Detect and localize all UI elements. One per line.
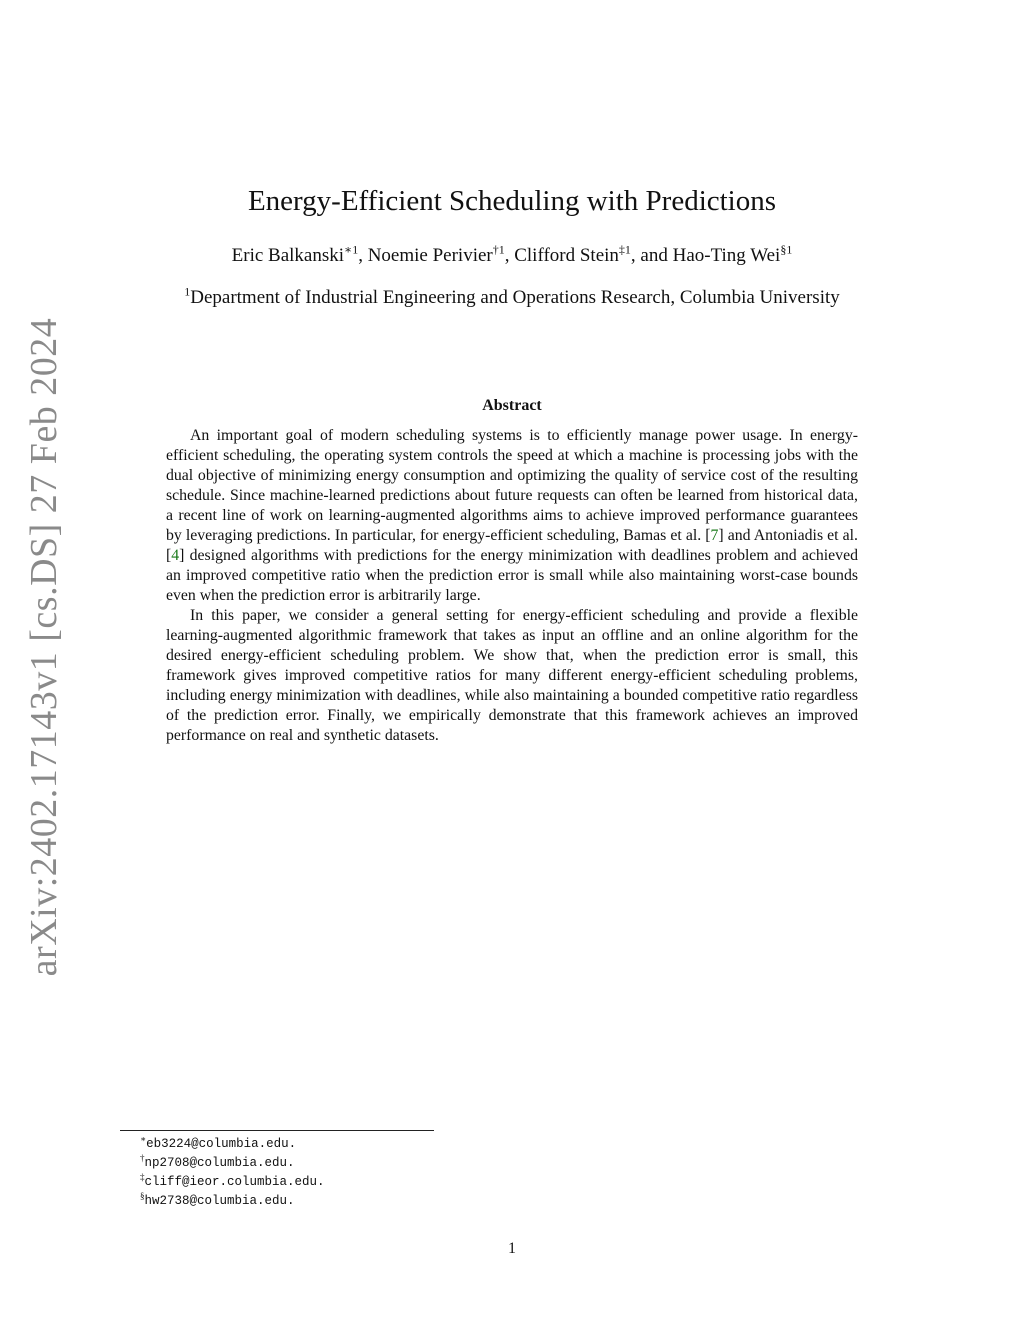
- author-footnote-mark: †1: [492, 242, 505, 257]
- author-footnote-mark: ‡1: [618, 242, 631, 257]
- affiliation: [0, 285, 1024, 311]
- author-separator: ,: [358, 245, 368, 266]
- abstract-heading: Abstract: [482, 397, 542, 414]
- affiliation-text: Department of Industrial Engineering and Operations Research, Columbia University: [190, 287, 840, 308]
- footnote-period: .: [317, 1175, 325, 1189]
- footnote-mark: ∗: [140, 1133, 147, 1144]
- author-footnote-mark: §1: [780, 242, 793, 257]
- footnote: [140, 1192, 325, 1211]
- footnote-divider: [120, 1130, 434, 1131]
- abstract-text: ] designed algorithms with predictions for the energy minimization with deadlines problem and achieved an improved competitive ratio when the prediction error is small while also maintaining worst-case bounds even when the prediction error is arbitrarily large.: [166, 547, 858, 604]
- footnote-email[interactable]: cliff@ieor.columbia.edu: [144, 1175, 318, 1189]
- citation-link[interactable]: 4: [171, 547, 180, 564]
- footnote: [140, 1154, 325, 1173]
- abstract-body: [166, 426, 858, 746]
- abstract-paragraph: [166, 426, 858, 606]
- footnote-mark: ‡: [140, 1171, 145, 1182]
- footnote-email[interactable]: eb3224@columbia.edu: [146, 1137, 289, 1151]
- author-list: [0, 243, 1024, 269]
- abstract-text: An important goal of modern scheduling systems is to efficiently manage power usage. In energy-efficient scheduling, the operating system controls the speed at which a machine is processing jobs with the dual objective of minimizing energy consumption and optimizing the quality of service cost of the resulting schedule. Since machine-learned predictions about future requests can often be learned from historical data, a recent line of work on learning-augmented algorithms aims to achieve improved performance guarantees by leveraging predictions. In particular, for energy-efficient scheduling, Bamas et al. [: [166, 427, 858, 544]
- abstract-paragraph: In this paper, we consider a general setting for energy-efficient scheduling and provide a flexible learning-augmented algorithmic framework that takes as input an offline and an online algorithm for the desired energy-efficient scheduling problem. We show that, when the prediction error is small, this framework gives improved competitive ratios for many different energy-efficient scheduling problems, including energy minimization with deadlines, while also maintaining a bounded competitive ratio regardless of the prediction error. Finally, we empirically demonstrate that this framework achieves an improved performance on real and synthetic datasets.: [166, 607, 858, 744]
- footnote-mark: †: [140, 1152, 145, 1163]
- author-separator: ,: [504, 245, 515, 266]
- author-name: Eric Balkanski: [231, 245, 345, 266]
- author-name: Hao-Ting Wei: [672, 245, 781, 266]
- footnote-email[interactable]: np2708@columbia.edu: [144, 1156, 288, 1170]
- footnote-period: .: [287, 1194, 295, 1208]
- footnote-email[interactable]: hw2738@columbia.edu: [144, 1194, 288, 1208]
- citation-link[interactable]: 7: [710, 527, 719, 544]
- author-name: Clifford Stein: [514, 245, 619, 266]
- arxiv-identifier-stamp: arXiv:2402.17143v1 [cs.DS] 27 Feb 2024: [23, 317, 65, 977]
- page-number: 1: [508, 1240, 516, 1257]
- affiliation-mark: 1: [184, 284, 191, 299]
- footnotes: [140, 1135, 325, 1211]
- author-name: Noemie Perivier: [367, 245, 493, 266]
- author-footnote-mark: ∗1: [344, 242, 359, 257]
- author-separator: , and: [630, 245, 673, 266]
- footnote-period: .: [288, 1137, 297, 1151]
- footnote: [140, 1173, 325, 1192]
- footnote-mark: §: [140, 1190, 145, 1201]
- footnote: [140, 1135, 325, 1154]
- paper-title: Energy-Efficient Scheduling with Predictions: [247, 185, 777, 217]
- abstract-text: ] and Antoniadis et al. [: [166, 527, 858, 564]
- footnote-period: .: [287, 1156, 295, 1170]
